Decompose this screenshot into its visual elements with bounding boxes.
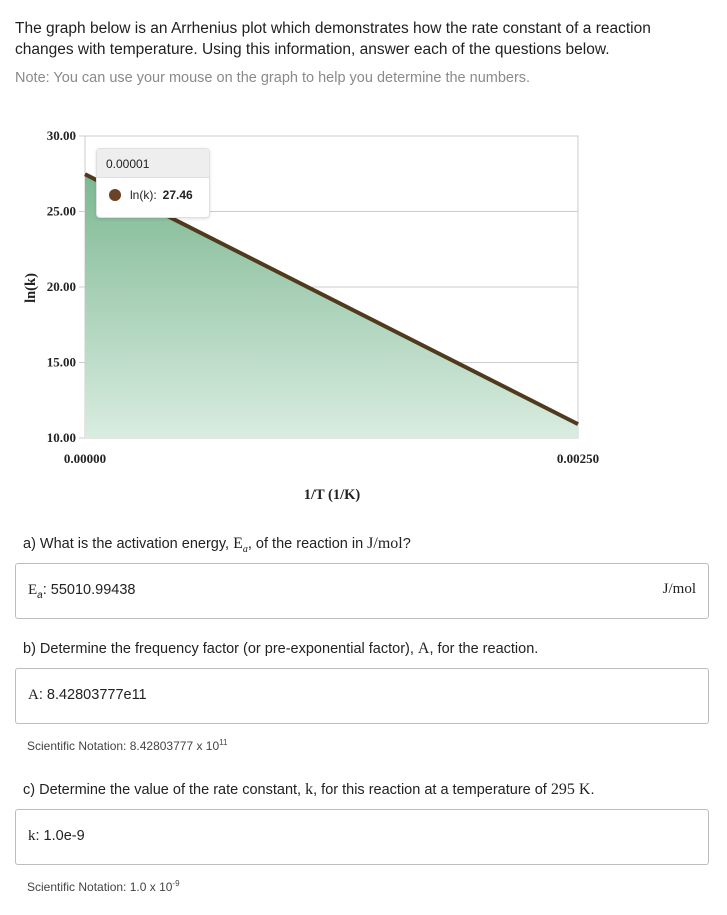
x-tick-label: 0.00250 xyxy=(556,451,600,466)
y-tick-label: 15.00 xyxy=(46,354,76,370)
tooltip-series-value: 27.46 xyxy=(162,188,193,202)
answer-a-unit: J/mol xyxy=(662,581,696,597)
y-tick-label: 30.00 xyxy=(46,128,76,143)
y-tick-label: 20.00 xyxy=(46,279,76,294)
answer-b-value: : 8.42803777e11 xyxy=(38,687,147,703)
chart-tooltip xyxy=(96,148,210,218)
tooltip-series-label: ln(k): xyxy=(130,188,157,202)
question-a: a) What is the activation energy, $E_a$, of the reaction in J/mol? xyxy=(23,535,411,556)
answer-c-value: : 1.0e-9 xyxy=(35,828,85,844)
answer-a-field[interactable]: $E_a$: 55010.99438 J/mol xyxy=(15,563,709,619)
x-tick-label: 0.00000 xyxy=(63,451,107,466)
answer-b-scientific: Scientific Notation: 8.42803777 x $10^{11}$ xyxy=(27,738,228,753)
question-c: c) Determine the value of the rate constant, k, for this reaction at a temperature of 295 K. xyxy=(23,781,595,798)
note-text: Note: You can use your mouse on the graph to help you determine the numbers. xyxy=(15,70,531,86)
answer-a-value: : 55010.99438 xyxy=(42,582,136,598)
question-b: b) Determine the frequency factor (or pre-exponential factor), A, for the reaction. xyxy=(23,640,539,657)
answer-c-scientific: Scientific Notation: 1.0 x $10^{-9}$ xyxy=(27,879,180,894)
symbol-ea: $E_a$ xyxy=(233,535,248,556)
answer-c-field[interactable]: k: 1.0e-9 xyxy=(15,809,709,865)
intro-text: The graph below is an Arrhenius plot which demonstrates how the rate constant of a reaction changes with temperature. Using this information, answer each of the questions below. xyxy=(15,20,651,58)
y-axis-title: ln(k) xyxy=(23,273,39,303)
y-tick-label: 10.00 xyxy=(46,430,76,445)
answer-b-field[interactable]: A: 8.42803777e11 xyxy=(15,668,709,724)
y-tick-label: 25.00 xyxy=(46,203,76,219)
x-axis-title: 1/T (1/K) xyxy=(303,487,361,503)
series-dot-icon xyxy=(109,189,121,201)
tooltip-x-value: 0.00001 xyxy=(97,149,209,178)
